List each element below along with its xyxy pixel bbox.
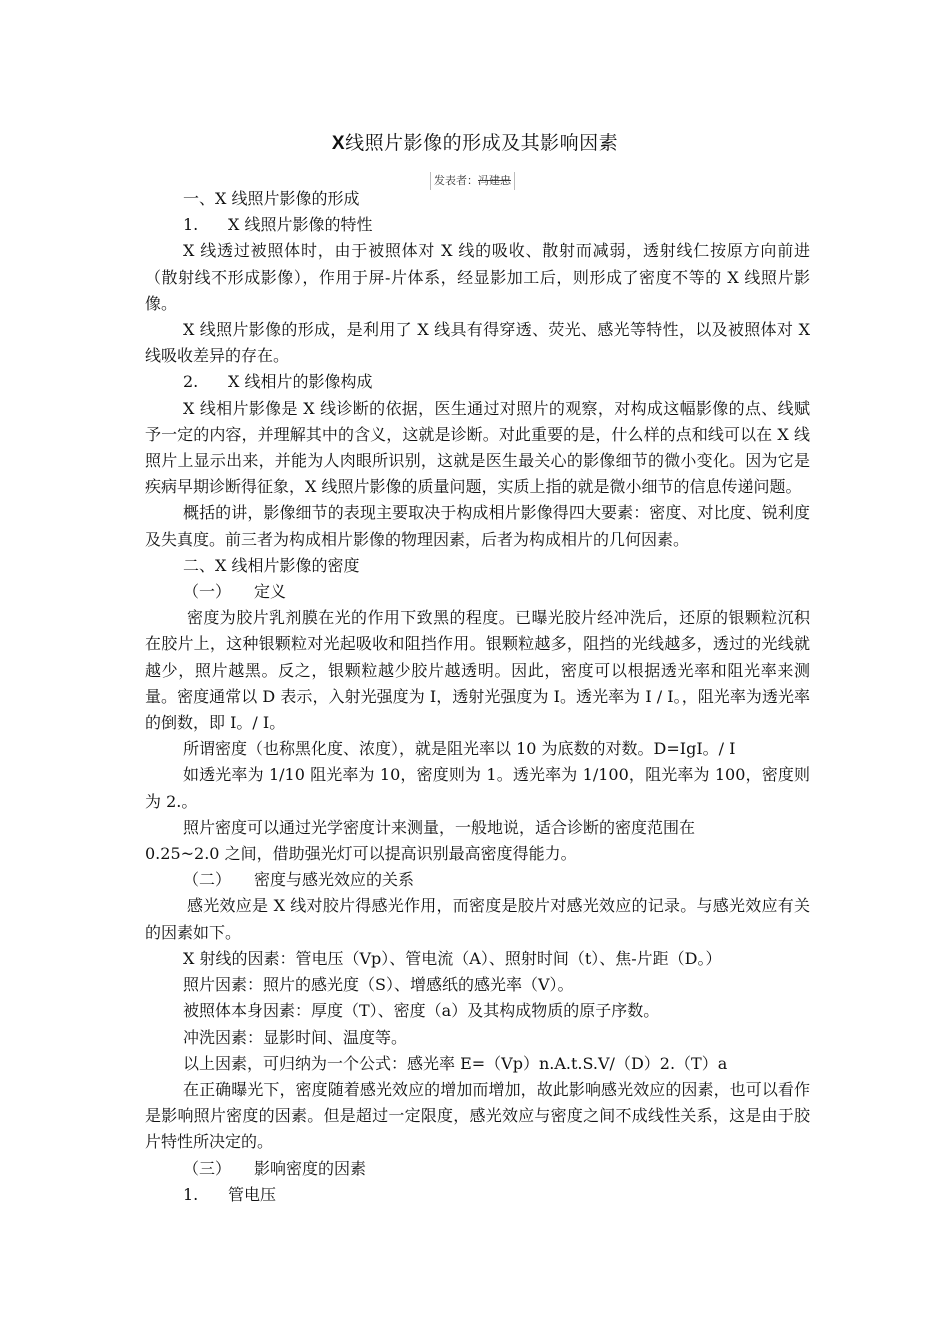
paragraph-text: 如透光率为 1/10 阻光率为 10，密度则为 1。透光率为 1/100，阻光率为 100，密度则为 2.。 <box>145 765 810 811</box>
paragraph <box>145 605 810 736</box>
title-prefix: X <box>331 133 346 154</box>
paragraph <box>145 998 810 1024</box>
paragraph <box>145 396 810 501</box>
paragraph <box>145 815 810 841</box>
byline-author: 冯建忠 <box>478 174 511 187</box>
paragraph-text: X 线相片影像是 X 线诊断的依据，医生通过对照片的观察，对构成这幅影像的点、线赋予一定的内容，并理解其中的含义，这就是诊断。对此重要的是，什么样的点和线可以在 X 线照片上显示出来，并能为人肉眼所识别，这就是医生最关心的影像细节的微小变化。因为它是疾病早期诊断得征象，X 线照片影像的质量问题，实质上指的就是微小细节的信息传递问题。 <box>145 398 810 497</box>
list-number: （二） <box>183 870 232 890</box>
paragraph-text: 以上因素，可归纳为一个公式：感光率 E=（Vp）n.A.t.S.V/（D）2.（T）a <box>183 1053 728 1073</box>
section-heading-1 <box>145 186 810 212</box>
paragraph-text: 被照体本身因素：厚度（T）、密度（a）及其构成物质的原子序数。 <box>183 1001 660 1021</box>
paragraph <box>145 736 810 762</box>
paragraph-text: 0.25~2.0 之间，借助强光灯可以提高识别最高密度得能力。 <box>145 844 577 864</box>
paragraph <box>145 500 810 552</box>
paragraph-text: 照片密度可以通过光学密度计来测量，一般地说，适合诊断的密度范围在 <box>183 817 696 837</box>
paragraph-text: 密度与感光效应的关系 <box>254 870 415 890</box>
paragraph-text: 二、X 线相片影像的密度 <box>183 555 360 575</box>
paragraph-text: X 线照片影像的形成，是利用了 X 线具有得穿透、荧光、感光等特性，以及被照体对 X 线吸收差异的存在。 <box>145 320 810 366</box>
document-body <box>145 186 810 1208</box>
paragraph <box>145 317 810 369</box>
paragraph <box>145 972 810 998</box>
subsection-heading-1-2 <box>145 369 810 395</box>
paragraph-text: 密度为胶片乳剂膜在光的作用下致黑的程度。已曝光胶片经冲洗后，还原的银颗粒沉积在胶片上，这种银颗粒对光起吸收和阻挡作用。银颗粒越多，阻挡的光线越多，透过的光线就越少，照片越黑。反之，银颗粒越少胶片越透明。因此，密度可以根据透光率和阻光率来测量。密度通常以 D 表示，入射光强度为 I，透射光强度为 I。透光率为 I / I。，阻光率为透光率的倒数，即 I。/ I。 <box>145 608 810 733</box>
paragraph <box>145 1025 810 1051</box>
title-text: 线照片影像的形成及其影响因素 <box>345 132 619 154</box>
paragraph-text: X 线相片的影像构成 <box>228 372 373 392</box>
byline-label: 发表者： <box>434 174 478 187</box>
paragraph <box>145 762 810 814</box>
paragraph-text: 定义 <box>254 582 287 602</box>
paragraph-text: 冲洗因素：显影时间、温度等。 <box>183 1027 408 1047</box>
paragraph <box>145 893 810 945</box>
list-number: （一） <box>183 582 232 602</box>
subsection-heading-2-3 <box>145 1156 810 1182</box>
list-number: 1. <box>183 1184 199 1204</box>
paragraph-text: 在正确曝光下，密度随着感光效应的增加而增加，故此影响感光效应的因素，也可以看作是影响照片密度的因素。但是超过一定限度，感光效应与密度之间不成线性关系，这是由于胶片特性所决定的。 <box>145 1079 810 1152</box>
paragraph <box>145 946 810 972</box>
document-title <box>0 128 950 155</box>
subsection-heading-2-3-1 <box>145 1182 810 1208</box>
subsection-heading-1-1 <box>145 212 810 238</box>
list-number: 1. <box>183 215 199 235</box>
paragraph-text: 感光效应是 X 线对胶片得感光作用，而密度是胶片对感光效应的记录。与感光效应有关的因素如下。 <box>145 896 810 942</box>
paragraph-text: 影响密度的因素 <box>254 1158 367 1178</box>
paragraph-text: 概括的讲，影像细节的表现主要取决于构成相片影像得四大要素：密度、对比度、锐利度及失真度。前三者为构成相片影像的物理因素，后者为构成相片的几何因素。 <box>145 503 810 549</box>
subsection-heading-2-1 <box>145 579 810 605</box>
paragraph-text: X 线透过被照体时，由于被照体对 X 线的吸收、散射而减弱，透射线仁按原方向前进（散射线不形成影像），作用于屏-片体系，经显影加工后，则形成了密度不等的 X 线照片影像。 <box>145 241 810 313</box>
list-number: （三） <box>183 1158 232 1178</box>
paragraph-text: 所谓密度（也称黑化度、浓度），就是阻光率以 10 为底数的对数。D=IgI。/ I <box>183 739 736 759</box>
paragraph <box>145 1077 810 1156</box>
section-heading-2 <box>145 553 810 579</box>
paragraph <box>145 841 810 867</box>
paragraph-text: 照片因素：照片的感光度（S）、增感纸的感光率（V）。 <box>183 975 574 995</box>
formula-paragraph <box>145 1051 810 1077</box>
paragraph-text: X 线照片影像的特性 <box>228 215 373 235</box>
list-number: 2. <box>183 372 199 392</box>
paragraph-text: X 射线的因素：管电压（Vp）、管电流（A）、照射时间（t）、焦-片距（D。） <box>183 948 722 968</box>
paragraph-text: 管电压 <box>228 1184 277 1204</box>
subsection-heading-2-2 <box>145 867 810 893</box>
paragraph-text: 一、X 线照片影像的形成 <box>183 189 360 208</box>
paragraph <box>145 238 810 317</box>
